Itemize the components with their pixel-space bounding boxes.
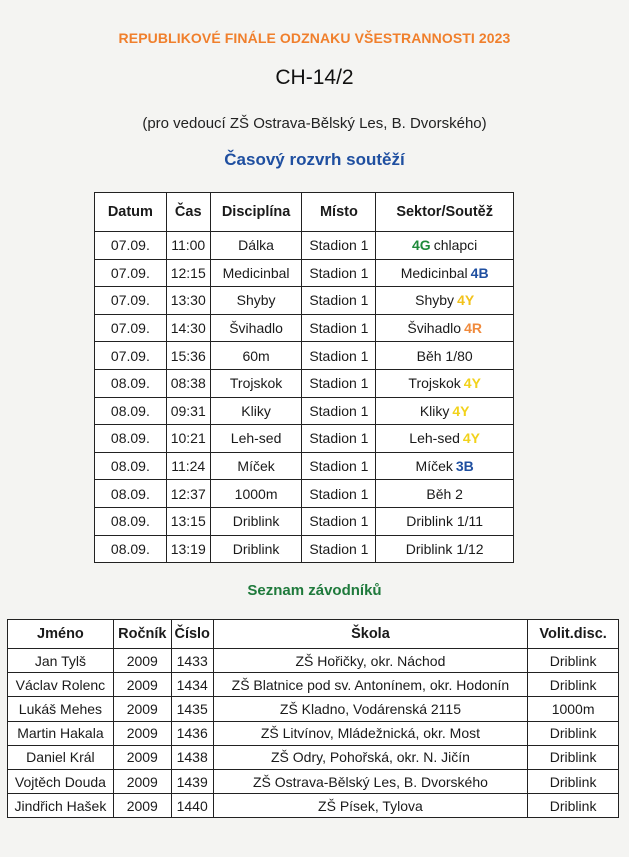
table-row xyxy=(8,721,619,745)
cell-sector xyxy=(376,507,514,535)
sector-label: Leh-sed xyxy=(409,430,460,447)
cell-place: Stadion 1 xyxy=(302,507,376,535)
sector-tag: 4Y xyxy=(463,375,481,392)
cell-place: Stadion 1 xyxy=(302,397,376,425)
cell-sector xyxy=(376,425,514,453)
schedule-title: Časový rozvrh soutěží xyxy=(224,150,405,169)
sector-tag: 4B xyxy=(470,264,489,281)
cell-number: 1436 xyxy=(171,721,213,745)
cell-date: 07.09. xyxy=(95,259,167,287)
col-header-date: Datum xyxy=(95,193,167,232)
cell-school: ZŠ Odry, Pohořská, okr. N. Jičín xyxy=(213,745,528,769)
cell-place: Stadion 1 xyxy=(302,314,376,342)
cell-year: 2009 xyxy=(113,697,171,721)
col-header-number: Číslo xyxy=(171,620,213,649)
cell-date: 07.09. xyxy=(95,232,167,260)
table-row xyxy=(95,232,514,260)
sector-label: Medicinbal xyxy=(400,264,468,281)
sector-label: Běh 1/80 xyxy=(416,347,473,364)
cell-year: 2009 xyxy=(113,769,171,793)
cell-place: Stadion 1 xyxy=(302,369,376,397)
cell-number: 1435 xyxy=(171,697,213,721)
cell-elective: Driblink xyxy=(528,649,619,673)
table-row xyxy=(8,745,619,769)
document-code: CH-14/2 xyxy=(275,66,354,89)
cell-school: ZŠ Kladno, Vodárenská 2115 xyxy=(213,697,528,721)
cell-name: Lukáš Mehes xyxy=(8,697,114,721)
cell-date: 08.09. xyxy=(95,452,167,480)
table-row xyxy=(95,369,514,397)
cell-sector xyxy=(376,342,514,370)
cell-sector xyxy=(376,314,514,342)
sector-tag: 4G xyxy=(412,237,431,254)
cell-time: 13:19 xyxy=(166,535,210,563)
table-row xyxy=(8,673,619,697)
sector-tag: 4R xyxy=(464,320,482,337)
cell-time: 13:30 xyxy=(166,287,210,315)
cell-number: 1434 xyxy=(171,673,213,697)
cell-year: 2009 xyxy=(113,673,171,697)
cell-time: 13:15 xyxy=(166,507,210,535)
cell-number: 1438 xyxy=(171,745,213,769)
cell-date: 07.09. xyxy=(95,287,167,315)
cell-year: 2009 xyxy=(113,794,171,818)
sector-label: Trojskok xyxy=(408,375,461,392)
table-row xyxy=(8,649,619,673)
cell-discipline: Leh-sed xyxy=(210,425,302,453)
cell-school: ZŠ Blatnice pod sv. Antonínem, okr. Hodonín xyxy=(213,673,528,697)
cell-place: Stadion 1 xyxy=(302,342,376,370)
sector-label: Míček xyxy=(415,458,453,475)
sector-tag: 3B xyxy=(455,458,474,475)
cell-sector xyxy=(376,480,514,508)
cell-name: Daniel Král xyxy=(8,745,114,769)
table-row xyxy=(8,769,619,793)
cell-school: ZŠ Hořičky, okr. Náchod xyxy=(213,649,528,673)
cell-number: 1440 xyxy=(171,794,213,818)
cell-discipline: Trojskok xyxy=(210,369,302,397)
cell-time: 12:15 xyxy=(166,259,210,287)
cell-place: Stadion 1 xyxy=(302,232,376,260)
cell-discipline: Driblink xyxy=(210,507,302,535)
table-row xyxy=(95,259,514,287)
table-row xyxy=(95,535,514,563)
cell-discipline: Shyby xyxy=(210,287,302,315)
cell-number: 1433 xyxy=(171,649,213,673)
cell-time: 12:37 xyxy=(166,480,210,508)
cell-date: 08.09. xyxy=(95,535,167,563)
cell-year: 2009 xyxy=(113,745,171,769)
cell-date: 08.09. xyxy=(95,369,167,397)
cell-time: 11:24 xyxy=(166,452,210,480)
col-header-name: Jméno xyxy=(8,620,114,649)
cell-name: Jindřich Hašek xyxy=(8,794,114,818)
sector-label: Švihadlo xyxy=(407,320,462,337)
cell-date: 08.09. xyxy=(95,397,167,425)
col-header-sector: Sektor/Soutěž xyxy=(376,193,514,232)
cell-time: 11:00 xyxy=(166,232,210,260)
cell-name: Martin Hakala xyxy=(8,721,114,745)
roster-table xyxy=(7,619,619,818)
col-header-elective: Volit.disc. xyxy=(528,620,619,649)
col-header-time: Čas xyxy=(166,193,210,232)
cell-discipline: Míček xyxy=(210,452,302,480)
table-row xyxy=(95,397,514,425)
cell-discipline: Švihadlo xyxy=(210,314,302,342)
cell-elective: Driblink xyxy=(528,673,619,697)
cell-name: Václav Rolenc xyxy=(8,673,114,697)
cell-place: Stadion 1 xyxy=(302,425,376,453)
event-title: REPUBLIKOVÉ FINÁLE ODZNAKU VŠESTRANNOSTI 2023 xyxy=(118,30,511,46)
sector-label: chlapci xyxy=(433,237,478,254)
schedule-table xyxy=(94,192,514,563)
cell-place: Stadion 1 xyxy=(302,480,376,508)
cell-discipline: Dálka xyxy=(210,232,302,260)
cell-place: Stadion 1 xyxy=(302,535,376,563)
table-row xyxy=(95,342,514,370)
table-row xyxy=(95,480,514,508)
col-header-place: Místo xyxy=(302,193,376,232)
cell-time: 10:21 xyxy=(166,425,210,453)
cell-sector xyxy=(376,259,514,287)
cell-number: 1439 xyxy=(171,769,213,793)
roster-header-row xyxy=(8,620,619,649)
table-row xyxy=(95,452,514,480)
cell-elective: Driblink xyxy=(528,721,619,745)
sector-tag: 4Y xyxy=(452,402,470,419)
cell-time: 08:38 xyxy=(166,369,210,397)
cell-year: 2009 xyxy=(113,649,171,673)
cell-elective: 1000m xyxy=(528,697,619,721)
table-row xyxy=(95,314,514,342)
cell-date: 07.09. xyxy=(95,314,167,342)
schedule-header-row xyxy=(95,193,514,232)
cell-date: 08.09. xyxy=(95,425,167,453)
cell-school: ZŠ Písek, Tylova xyxy=(213,794,528,818)
table-row xyxy=(95,287,514,315)
cell-sector xyxy=(376,369,514,397)
cell-date: 08.09. xyxy=(95,507,167,535)
cell-time: 09:31 xyxy=(166,397,210,425)
cell-discipline: Driblink xyxy=(210,535,302,563)
cell-school: ZŠ Ostrava-Bělský Les, B. Dvorského xyxy=(213,769,528,793)
table-row xyxy=(8,794,619,818)
cell-name: Vojtěch Douda xyxy=(8,769,114,793)
sector-label: Shyby xyxy=(415,292,455,309)
cell-year: 2009 xyxy=(113,721,171,745)
cell-elective: Driblink xyxy=(528,769,619,793)
cell-sector xyxy=(376,287,514,315)
cell-time: 14:30 xyxy=(166,314,210,342)
sector-label: Kliky xyxy=(419,402,450,419)
cell-elective: Driblink xyxy=(528,745,619,769)
cell-date: 08.09. xyxy=(95,480,167,508)
roster-title: Seznam závodníků xyxy=(247,582,382,599)
cell-place: Stadion 1 xyxy=(302,287,376,315)
sector-tag: 4Y xyxy=(457,292,475,309)
table-row xyxy=(8,697,619,721)
table-row xyxy=(95,425,514,453)
cell-place: Stadion 1 xyxy=(302,259,376,287)
cell-sector xyxy=(376,232,514,260)
sector-tag: 4Y xyxy=(462,430,481,447)
cell-discipline: Kliky xyxy=(210,397,302,425)
cell-date: 07.09. xyxy=(95,342,167,370)
cell-name: Jan Tylš xyxy=(8,649,114,673)
recipient-note: (pro vedoucí ZŠ Ostrava-Bělský Les, B. Dvorského) xyxy=(142,115,487,132)
cell-discipline: 1000m xyxy=(210,480,302,508)
table-row xyxy=(95,507,514,535)
sector-label: Driblink 1/12 xyxy=(405,540,484,557)
cell-sector xyxy=(376,452,514,480)
sector-label: Driblink 1/11 xyxy=(406,513,484,530)
cell-discipline: Medicinbal xyxy=(210,259,302,287)
cell-time: 15:36 xyxy=(166,342,210,370)
col-header-school: Škola xyxy=(213,620,528,649)
cell-discipline: 60m xyxy=(210,342,302,370)
cell-school: ZŠ Litvínov, Mládežnická, okr. Most xyxy=(213,721,528,745)
cell-sector xyxy=(376,535,514,563)
col-header-discipline: Disciplína xyxy=(210,193,302,232)
cell-sector xyxy=(376,397,514,425)
cell-place: Stadion 1 xyxy=(302,452,376,480)
col-header-year: Ročník xyxy=(113,620,171,649)
sector-label: Běh 2 xyxy=(426,485,463,502)
cell-elective: Driblink xyxy=(528,794,619,818)
